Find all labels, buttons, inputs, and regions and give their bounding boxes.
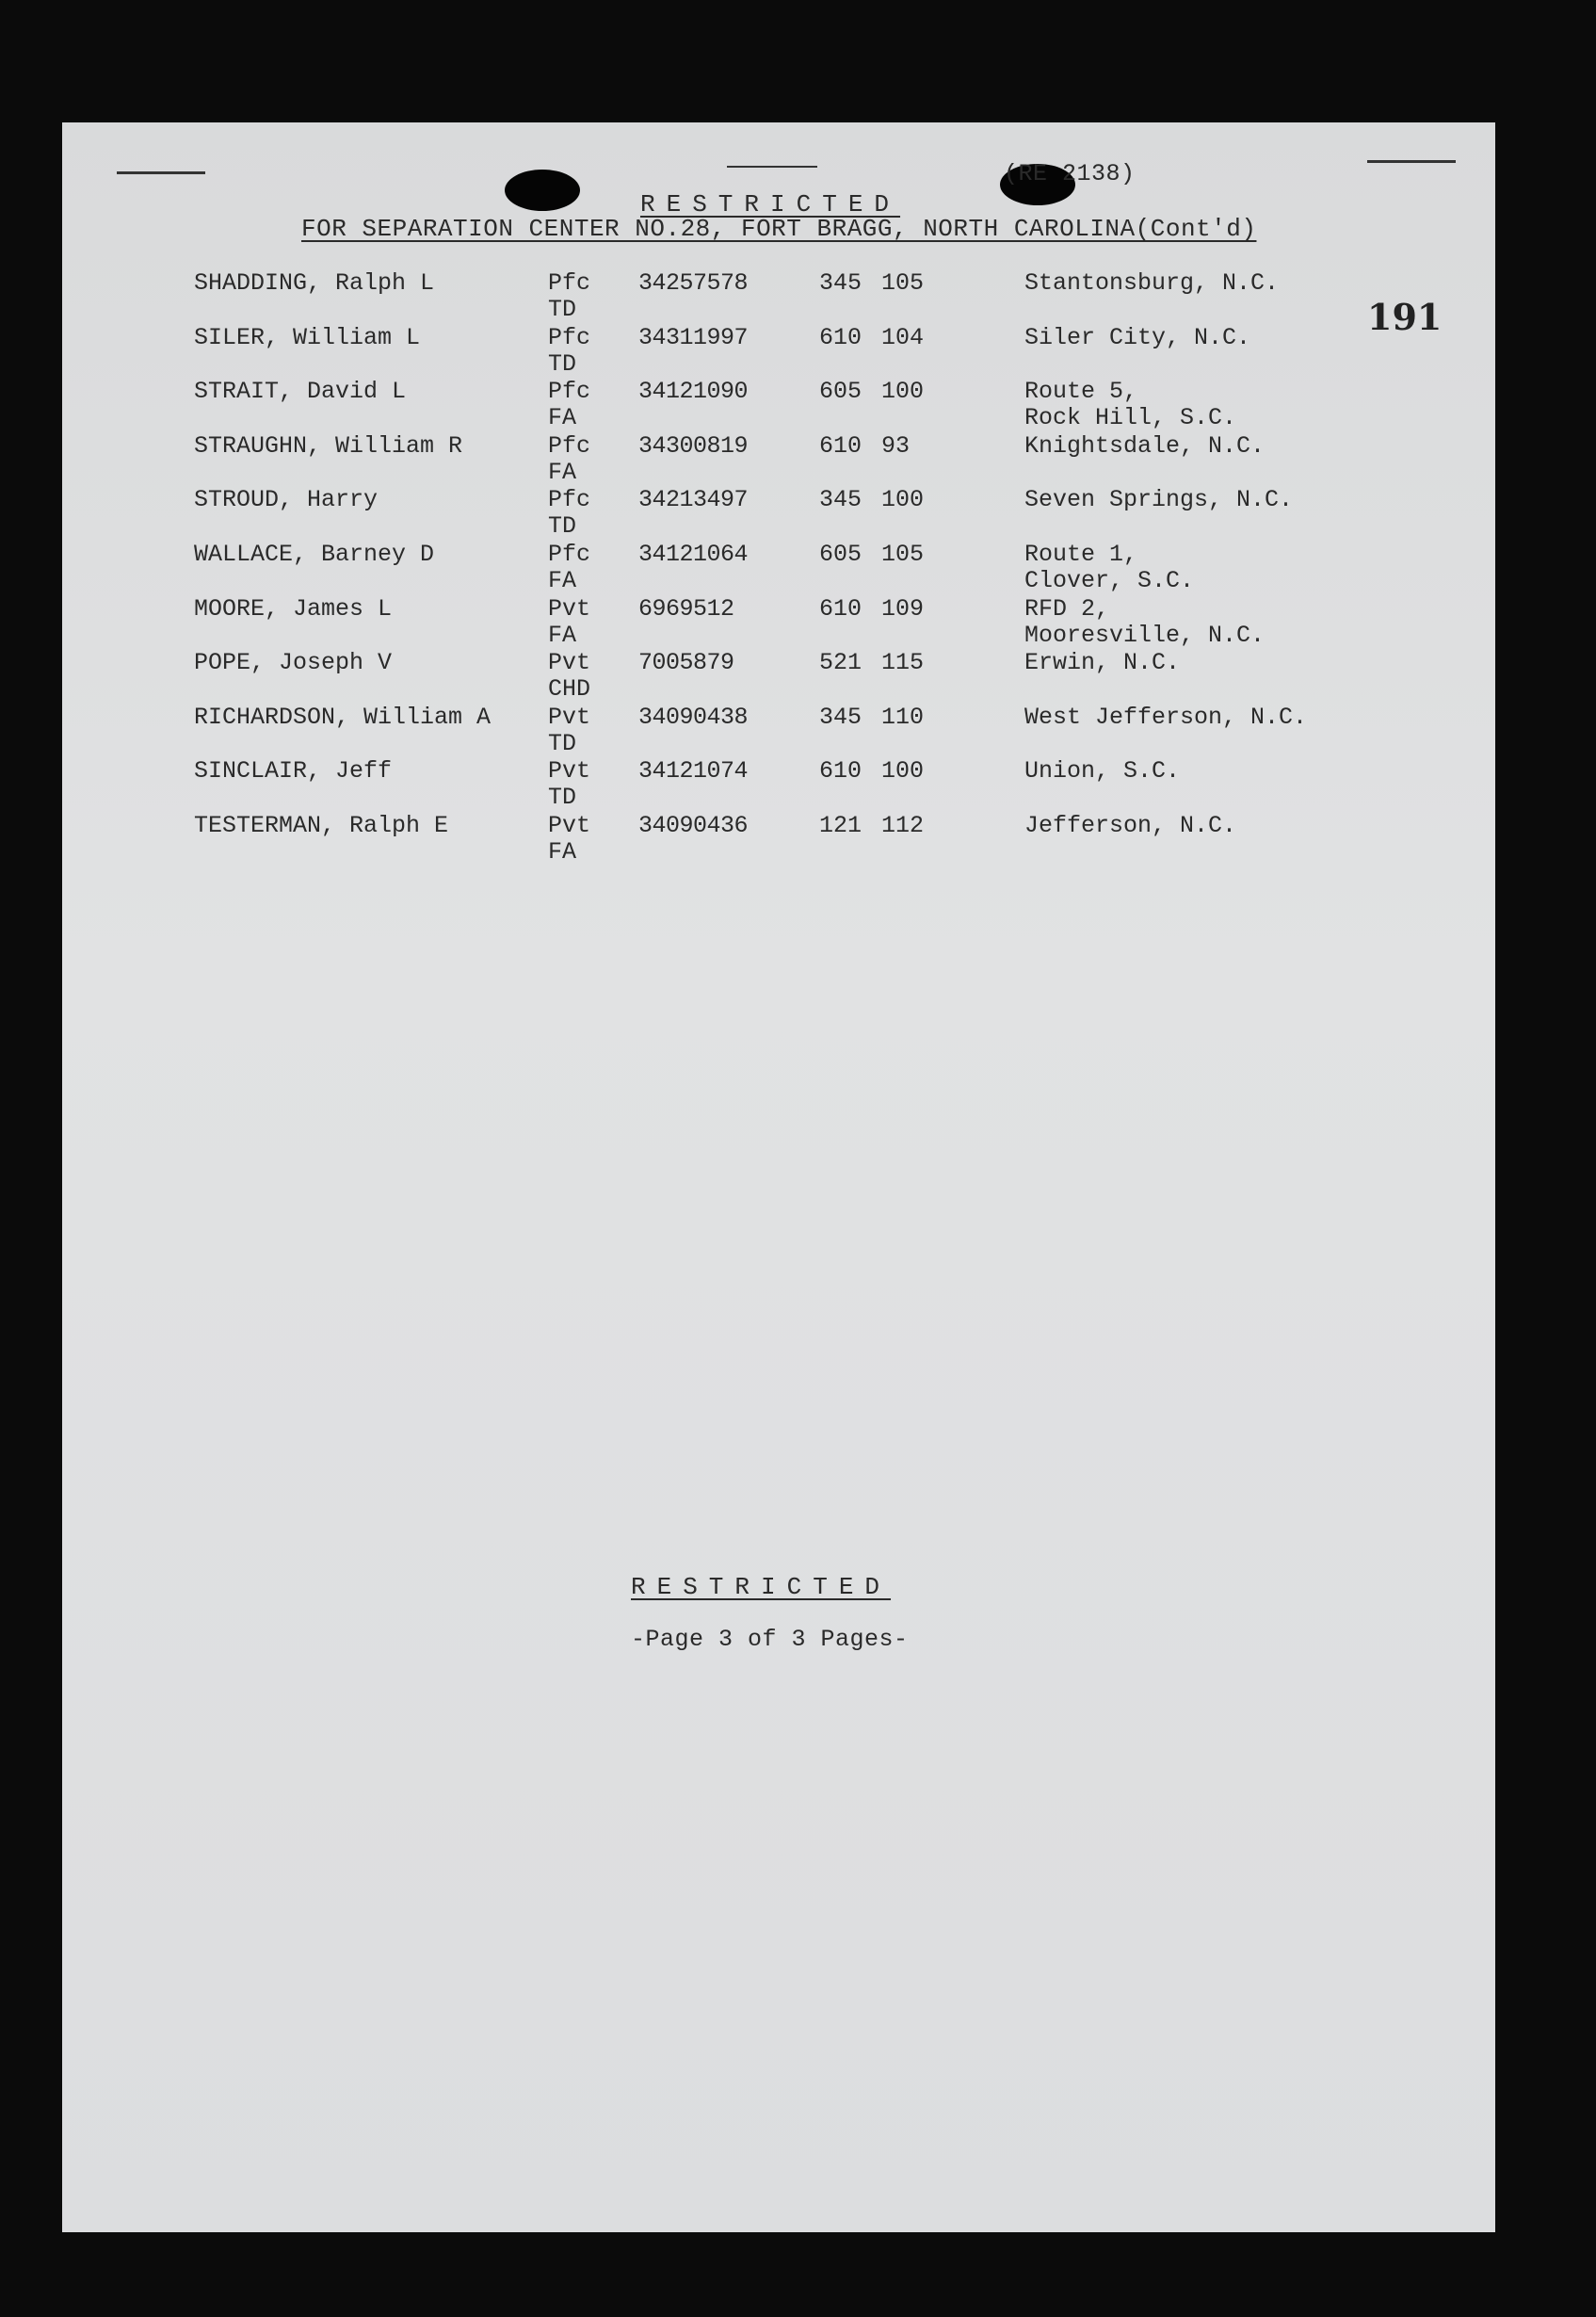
cell-serial: 6969512: [638, 594, 734, 623]
table-row: [62, 269, 1495, 324]
cell-rank: Pvt: [548, 594, 591, 623]
table-row: [62, 704, 1495, 758]
cell-code-2: 100: [881, 757, 925, 786]
document-title: RESTRICTED: [640, 190, 901, 219]
cell-code-2: 105: [881, 541, 925, 568]
top-left-rule: [117, 171, 205, 174]
cell-branch: TD: [548, 729, 577, 757]
cell-branch: TD: [548, 784, 577, 812]
cell-rank: Pfc: [548, 541, 591, 568]
cell-address-2: Mooresville, N.C.: [1024, 621, 1266, 649]
cell-serial: 34213497: [638, 486, 749, 514]
table-row: [62, 595, 1495, 650]
cell-address-1: Route 5,: [1024, 378, 1138, 406]
top-right-rule: [1367, 160, 1456, 163]
cell-branch: CHD: [548, 675, 591, 704]
cell-serial: 34311997: [638, 323, 749, 351]
cell-serial: 34121090: [638, 378, 749, 406]
cell-branch: FA: [548, 567, 577, 594]
cell-branch: FA: [548, 621, 577, 649]
table-row: [62, 378, 1495, 432]
cell-name: POPE, Joseph V: [194, 649, 393, 677]
cell-rank: Pfc: [548, 431, 591, 460]
cell-code-1: 521: [819, 649, 862, 677]
cell-code-2: 110: [881, 703, 925, 731]
cell-rank: Pfc: [548, 269, 591, 297]
cell-address-1: Erwin, N.C.: [1024, 649, 1181, 677]
cell-branch: FA: [548, 458, 577, 486]
footer-page-number: -Page 3 of 3 Pages-: [631, 1626, 909, 1653]
table-row: [62, 757, 1495, 812]
document-reference: (RE 2138): [1004, 160, 1136, 187]
cell-name: STRAUGHN, William R: [194, 431, 463, 460]
cell-code-1: 121: [819, 812, 862, 839]
cell-branch: TD: [548, 296, 577, 323]
cell-address-1: Knightsdale, N.C.: [1024, 431, 1266, 460]
cell-code-1: 610: [819, 431, 862, 460]
cell-rank: Pfc: [548, 323, 591, 351]
cell-name: STROUD, Harry: [194, 486, 379, 514]
cell-address-2: Clover, S.C.: [1024, 567, 1195, 594]
cell-rank: Pvt: [548, 703, 591, 731]
table-row: [62, 649, 1495, 704]
cell-name: STRAIT, David L: [194, 378, 407, 406]
table-row: [62, 432, 1495, 487]
cell-serial: 34257578: [638, 269, 749, 297]
cell-code-1: 610: [819, 323, 862, 351]
cell-code-2: 93: [881, 431, 911, 460]
cell-address-2: Rock Hill, S.C.: [1024, 404, 1237, 432]
cell-branch: FA: [548, 404, 577, 432]
cell-code-1: 345: [819, 486, 862, 514]
cell-code-2: 104: [881, 323, 925, 351]
cell-address-1: Route 1,: [1024, 541, 1138, 568]
cell-rank: Pfc: [548, 486, 591, 514]
cell-code-2: 105: [881, 269, 925, 297]
cell-address-1: Stantonsburg, N.C.: [1024, 269, 1280, 297]
cell-code-1: 345: [819, 269, 862, 297]
document-page: [62, 122, 1495, 2232]
cell-code-2: 115: [881, 649, 925, 677]
top-center-rule: [727, 166, 817, 168]
cell-address-1: RFD 2,: [1024, 594, 1110, 623]
cell-address-1: Jefferson, N.C.: [1024, 812, 1237, 839]
cell-address-1: West Jefferson, N.C.: [1024, 703, 1308, 731]
cell-name: WALLACE, Barney D: [194, 541, 435, 568]
cell-code-1: 610: [819, 757, 862, 786]
table-row: [62, 324, 1495, 379]
cell-address-1: Union, S.C.: [1024, 757, 1181, 786]
cell-name: MOORE, James L: [194, 594, 393, 623]
table-row: [62, 812, 1495, 867]
cell-serial: 34090438: [638, 703, 749, 731]
cell-code-2: 112: [881, 812, 925, 839]
cell-code-2: 109: [881, 594, 925, 623]
cell-branch: TD: [548, 349, 577, 378]
cell-branch: TD: [548, 512, 577, 541]
cell-code-2: 100: [881, 378, 925, 406]
cell-serial: 7005879: [638, 649, 734, 677]
cell-name: RICHARDSON, William A: [194, 703, 492, 731]
cell-name: SINCLAIR, Jeff: [194, 757, 393, 786]
cell-rank: Pvt: [548, 649, 591, 677]
cell-code-1: 605: [819, 378, 862, 406]
cell-code-1: 605: [819, 541, 862, 568]
table-row: [62, 541, 1495, 595]
cell-name: TESTERMAN, Ralph E: [194, 812, 449, 839]
cell-name: SHADDING, Ralph L: [194, 269, 435, 297]
cell-rank: Pfc: [548, 378, 591, 406]
cell-code-1: 610: [819, 594, 862, 623]
cell-serial: 34121074: [638, 757, 749, 786]
cell-branch: FA: [548, 838, 577, 866]
cell-serial: 34300819: [638, 431, 749, 460]
footer-title: RESTRICTED: [631, 1573, 892, 1601]
cell-serial: 34090436: [638, 812, 749, 839]
cell-address-1: Seven Springs, N.C.: [1024, 486, 1294, 514]
cell-code-2: 100: [881, 486, 925, 514]
cell-rank: Pvt: [548, 757, 591, 786]
cell-code-1: 345: [819, 703, 862, 731]
cell-serial: 34121064: [638, 541, 749, 568]
page-stamp-number: 191: [1367, 296, 1443, 338]
punch-hole-left: [505, 170, 580, 211]
table-row: [62, 486, 1495, 541]
document-subtitle: FOR SEPARATION CENTER NO.28, FORT BRAGG, NORTH CAROLINA(Cont'd): [301, 215, 1257, 243]
cell-name: SILER, William L: [194, 323, 421, 351]
cell-rank: Pvt: [548, 812, 591, 839]
cell-address-1: Siler City, N.C.: [1024, 323, 1251, 351]
